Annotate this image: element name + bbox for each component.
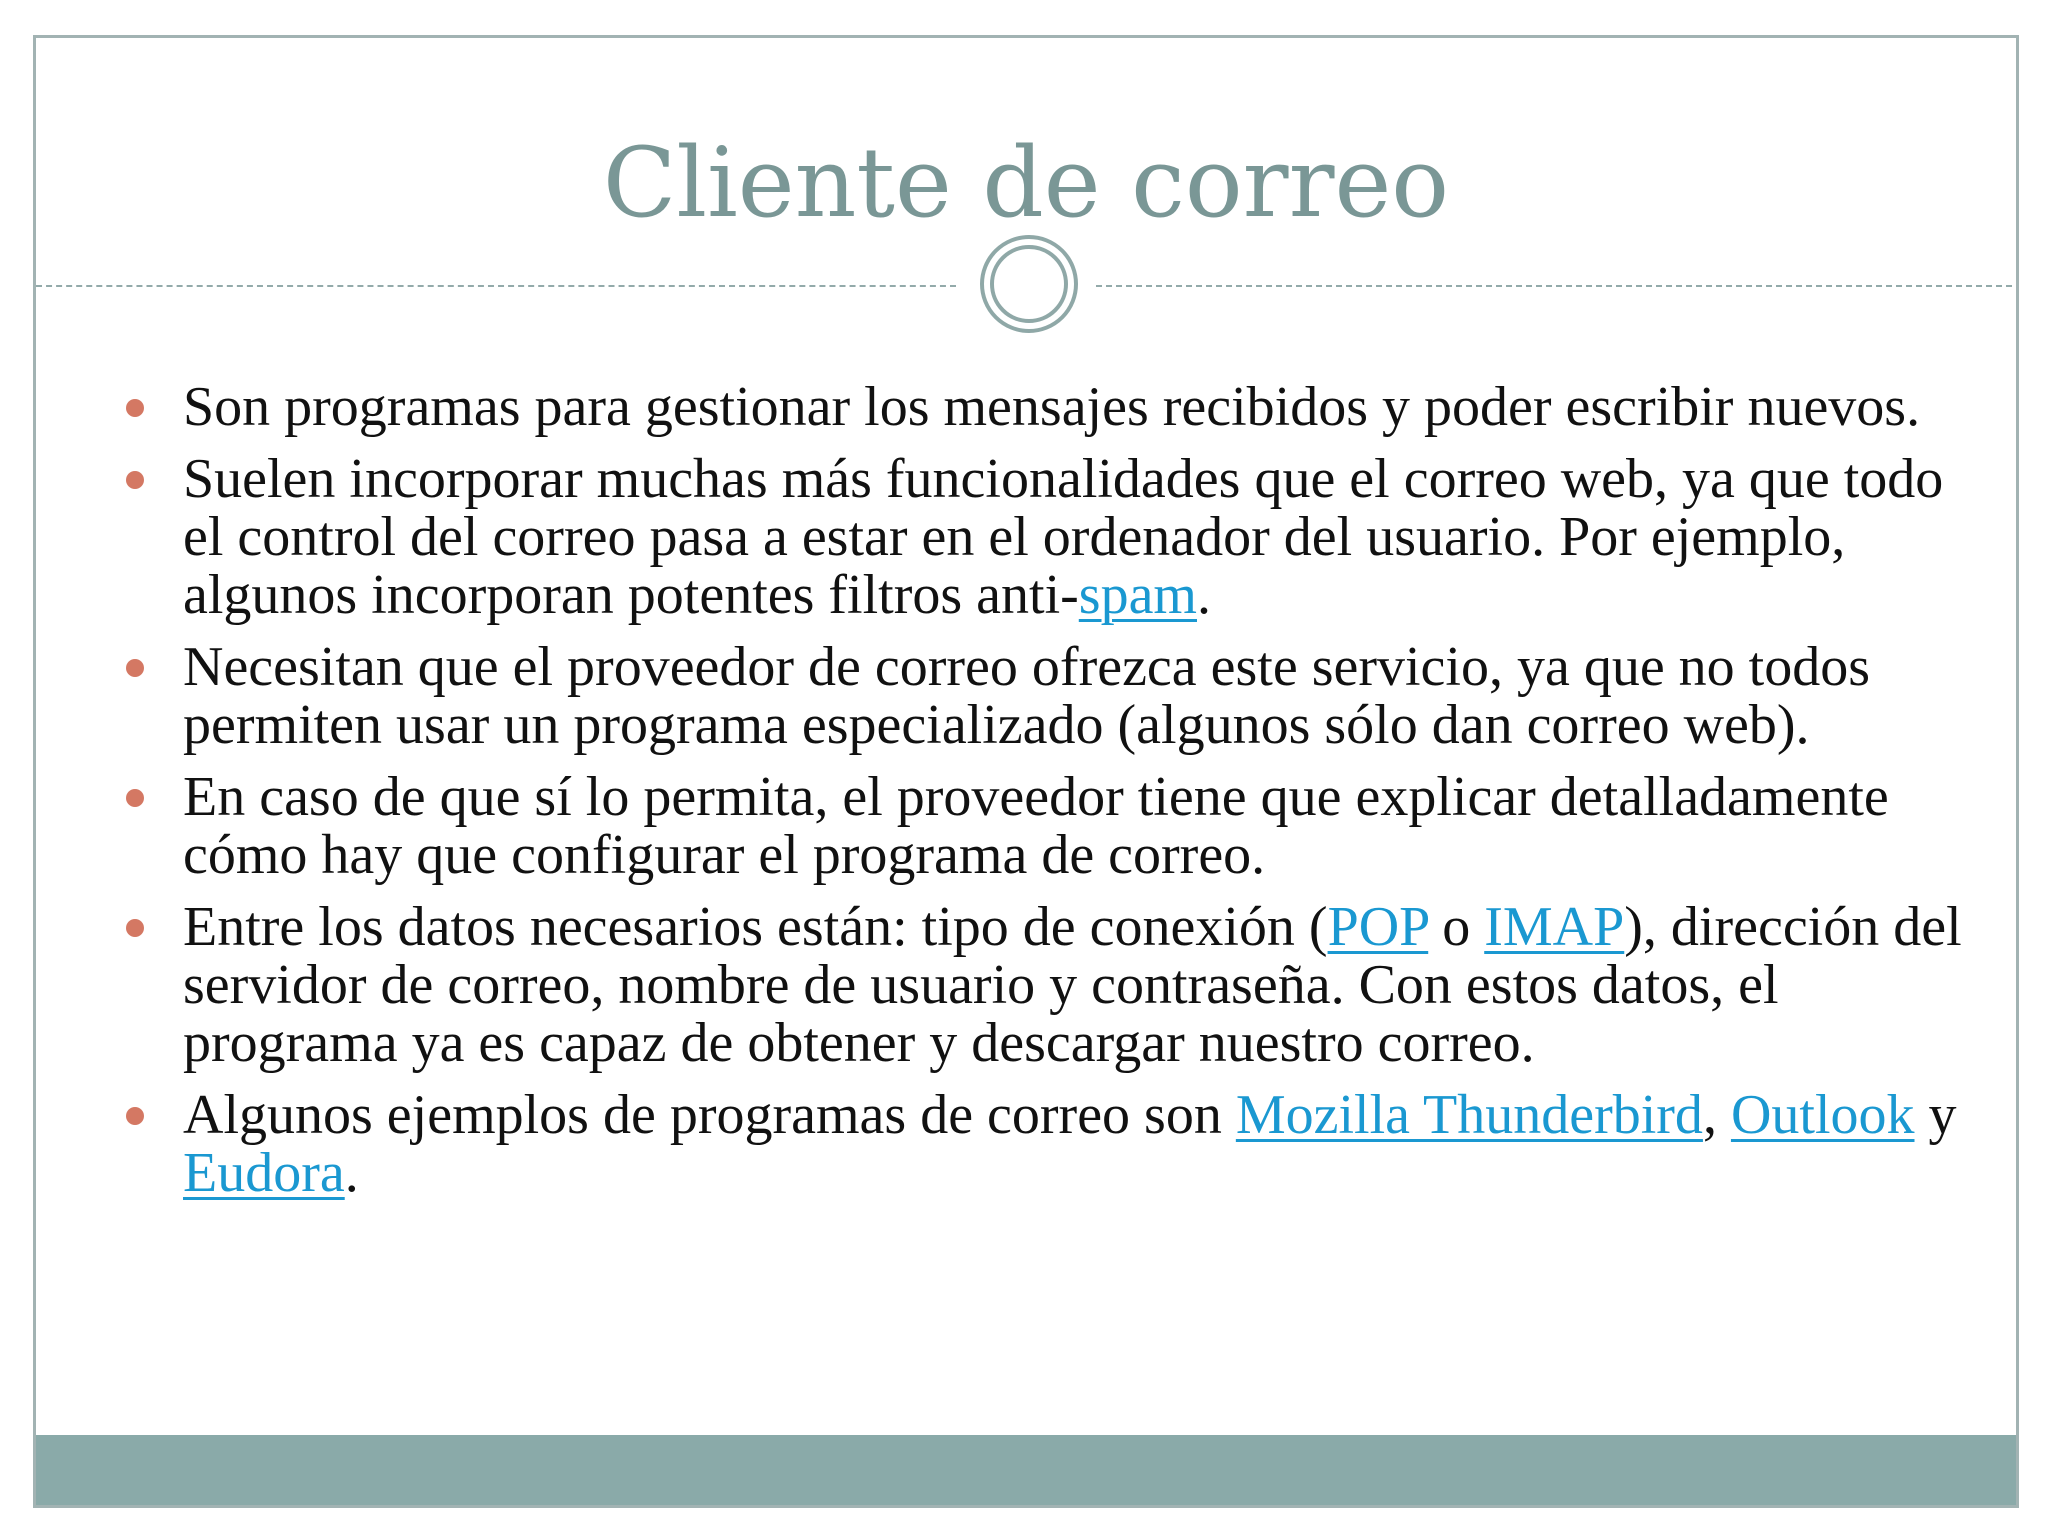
bullet-text: Entre los datos necesarios están: tipo de conexión ( [183, 896, 1328, 958]
circle-ornament-icon [978, 233, 1080, 335]
bullet-dot-icon [126, 919, 144, 937]
bullet-text: ), dirección del servidor de correo, nombre de usuario y contraseña. Con estos datos, el programa ya es capaz de obtener y descargar nuestro correo. [183, 896, 1962, 1074]
slide-title: Cliente de correo [602, 127, 1450, 239]
bullet-list [96, 378, 1996, 1216]
bullet-dot-icon [126, 471, 144, 489]
bullet-item [96, 450, 1996, 624]
bullet-dot-icon [126, 399, 144, 417]
link-eudora[interactable]: Eudora [183, 1142, 345, 1204]
bullet-text: Suelen incorporar muchas más funcionalidades que el correo web, ya que todo el control del correo pasa a estar en el ordenador del usuario. Por ejemplo, algunos incorporan potentes filtros anti- [183, 448, 1944, 626]
bullet-item [96, 378, 1996, 436]
bullet-text: y [1914, 1084, 1957, 1146]
slide [33, 35, 2019, 1508]
bullet-text: , [1702, 1084, 1731, 1146]
bullet-dot-icon [126, 1107, 144, 1125]
bullet-dot-icon [126, 789, 144, 807]
bullet-text: o [1428, 896, 1485, 958]
bullet-item [96, 768, 1996, 884]
bullet-item [96, 898, 1996, 1072]
link-mozilla-thunderbird[interactable]: Mozilla Thunderbird [1235, 1084, 1703, 1146]
bullet-item [96, 1086, 1996, 1202]
bullet-text: . [1197, 564, 1211, 626]
link-spam[interactable]: spam [1078, 564, 1197, 626]
title-divider-right [1096, 285, 2019, 287]
bullet-text: . [344, 1142, 359, 1204]
bullet-dot-icon [126, 659, 144, 677]
bullet-item [96, 638, 1996, 754]
bullet-text: Son programas para gestionar los mensajes recibidos y poder escribir nuevos. [183, 376, 1921, 438]
link-imap[interactable]: IMAP [1484, 896, 1625, 958]
bullet-text: En caso de que sí lo permita, el proveedor tiene que explicar detalladamente cómo hay que configurar el programa de correo. [183, 766, 1889, 886]
bullet-text: Algunos ejemplos de programas de correo son [183, 1084, 1236, 1146]
bullet-text: Necesitan que el proveedor de correo ofrezca este servicio, ya que no todos permiten usar un programa especializado (algunos sólo dan correo web). [183, 636, 1871, 756]
title-divider-left [36, 285, 956, 287]
link-pop[interactable]: POP [1327, 896, 1429, 958]
link-outlook[interactable]: Outlook [1730, 1084, 1915, 1146]
footer-bar [36, 1435, 2016, 1505]
